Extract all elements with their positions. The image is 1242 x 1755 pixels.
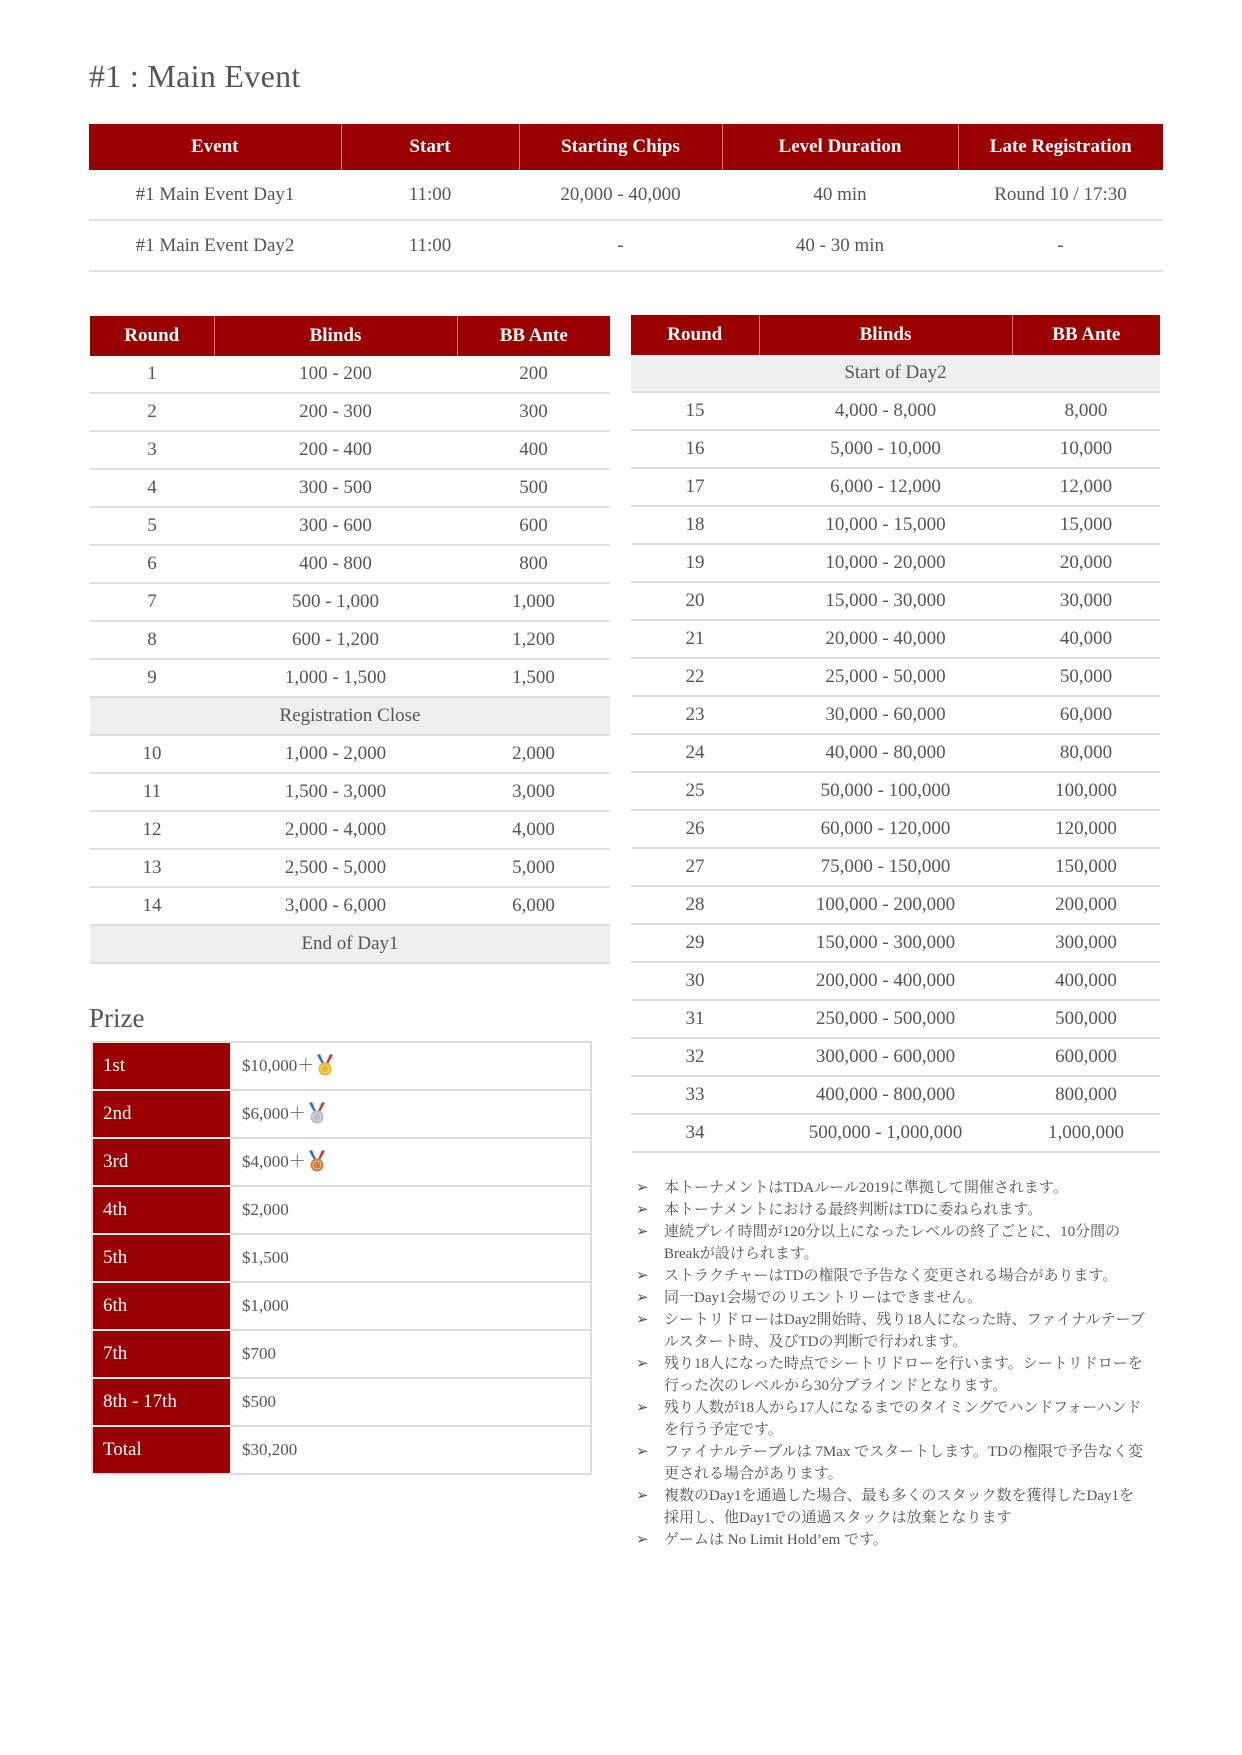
blind-cell: 15,000 - 30,000 xyxy=(759,582,1012,620)
blind-cell: 1,000 xyxy=(457,583,610,621)
blind-cell: 4 xyxy=(90,469,214,507)
prize-amount: $30,200 xyxy=(242,1440,298,1459)
blind-cell: 400,000 xyxy=(1012,962,1160,1000)
separator-row xyxy=(90,697,610,735)
blind-level-row xyxy=(90,735,610,773)
blind-cell: 12,000 xyxy=(1012,468,1160,506)
blind-cell: 1,000,000 xyxy=(1012,1114,1160,1152)
blind-cell: 300,000 xyxy=(1012,924,1160,962)
note-text: シートリドローはDay2開始時、残り18人になった時、ファイナルテーブルスタート時、及びTDの判断で行われます。 xyxy=(664,1312,1145,1350)
blinds-header-cell: BB Ante xyxy=(1012,315,1160,355)
event-cell: 11:00 xyxy=(341,220,519,271)
separator-row xyxy=(631,355,1160,392)
blind-level-row xyxy=(631,772,1160,810)
note-text: 複数のDay1を通過した場合、最も多くのスタック数を獲得したDay1を採用し、他Day1での通過スタックは放棄となります xyxy=(664,1488,1134,1526)
blind-cell: 20,000 xyxy=(1012,544,1160,582)
event-header-cell: Level Duration xyxy=(722,124,958,170)
event-header-cell: Starting Chips xyxy=(519,124,722,170)
prize-rank: 6th xyxy=(92,1282,230,1330)
prize-amount-cell xyxy=(230,1186,591,1234)
prize-amount-cell xyxy=(230,1282,591,1330)
blind-cell: 500,000 - 1,000,000 xyxy=(759,1114,1012,1152)
blind-cell: 1,500 - 3,000 xyxy=(214,773,457,811)
note-item xyxy=(636,1441,1146,1485)
blind-cell: 30,000 xyxy=(1012,582,1160,620)
blind-cell: 200 xyxy=(457,356,610,393)
blind-cell: 300 - 600 xyxy=(214,507,457,545)
note-item xyxy=(636,1265,1146,1287)
event-cell: - xyxy=(958,220,1163,271)
prize-rank: 4th xyxy=(92,1186,230,1234)
blind-cell: 300 xyxy=(457,393,610,431)
blind-cell: 5 xyxy=(90,507,214,545)
blind-cell: 1,200 xyxy=(457,621,610,659)
blind-cell: 29 xyxy=(631,924,759,962)
blind-cell: 120,000 xyxy=(1012,810,1160,848)
blind-cell: 50,000 xyxy=(1012,658,1160,696)
blind-level-row xyxy=(631,658,1160,696)
prize-amount: $4,000＋ xyxy=(242,1152,306,1172)
bullet-arrow-icon: ➢ xyxy=(636,1202,649,1218)
blind-cell: 34 xyxy=(631,1114,759,1152)
blind-cell: 600 - 1,200 xyxy=(214,621,457,659)
blind-level-row xyxy=(631,734,1160,772)
blind-cell: 5,000 xyxy=(457,849,610,887)
blind-cell: 33 xyxy=(631,1076,759,1114)
prize-row xyxy=(92,1378,591,1426)
blind-cell: 15,000 xyxy=(1012,506,1160,544)
event-header-cell: Start xyxy=(341,124,519,170)
blind-level-row xyxy=(631,506,1160,544)
prize-title: Prize xyxy=(89,1003,145,1033)
prize-amount-cell xyxy=(230,1426,591,1474)
blind-cell: 19 xyxy=(631,544,759,582)
blind-level-row xyxy=(90,393,610,431)
event-header-cell: Event xyxy=(89,124,341,170)
blind-cell: 27 xyxy=(631,848,759,886)
note-text: 本トーナメントにおける最終判断はTDに委ねられます。 xyxy=(664,1202,1043,1218)
blind-level-row xyxy=(90,583,610,621)
blind-cell: 250,000 - 500,000 xyxy=(759,1000,1012,1038)
blind-cell: 100,000 xyxy=(1012,772,1160,810)
event-cell: - xyxy=(519,220,722,271)
blind-cell: 2 xyxy=(90,393,214,431)
event-cell: #1 Main Event Day1 xyxy=(89,170,341,220)
event-cell: 20,000 - 40,000 xyxy=(519,170,722,220)
blind-level-row xyxy=(631,810,1160,848)
prize-table xyxy=(91,1041,592,1475)
blind-cell: 26 xyxy=(631,810,759,848)
prize-row xyxy=(92,1186,591,1234)
blind-cell: 22 xyxy=(631,658,759,696)
blind-cell: 40,000 - 80,000 xyxy=(759,734,1012,772)
blind-cell: 6,000 - 12,000 xyxy=(759,468,1012,506)
event-table xyxy=(89,124,1163,272)
blind-cell: 200 - 300 xyxy=(214,393,457,431)
blind-cell: 40,000 xyxy=(1012,620,1160,658)
blind-cell: 600,000 xyxy=(1012,1038,1160,1076)
blinds-header-cell: Round xyxy=(90,316,214,356)
blind-cell: 50,000 - 100,000 xyxy=(759,772,1012,810)
bullet-arrow-icon: ➢ xyxy=(636,1180,649,1196)
blind-cell: 10 xyxy=(90,735,214,773)
separator-label: Registration Close xyxy=(90,697,610,735)
event-row xyxy=(89,170,1163,220)
event-cell: 40 - 30 min xyxy=(722,220,958,271)
blind-level-row xyxy=(631,392,1160,430)
blind-level-row xyxy=(631,544,1160,582)
blind-cell: 6 xyxy=(90,545,214,583)
blind-cell: 60,000 - 120,000 xyxy=(759,810,1012,848)
blind-cell: 500,000 xyxy=(1012,1000,1160,1038)
event-row xyxy=(89,220,1163,271)
blind-level-row xyxy=(631,962,1160,1000)
blind-level-row xyxy=(631,1000,1160,1038)
prize-amount-cell xyxy=(230,1234,591,1282)
bullet-arrow-icon: ➢ xyxy=(636,1290,649,1306)
prize-amount: $10,000＋ xyxy=(242,1056,315,1076)
event-header-cell: Late Registration xyxy=(958,124,1163,170)
bullet-arrow-icon: ➢ xyxy=(636,1312,649,1328)
prize-rank: 1st xyxy=(92,1042,230,1090)
note-item xyxy=(636,1485,1146,1529)
bullet-arrow-icon: ➢ xyxy=(636,1444,649,1460)
note-text: 残り人数が18人から17人になるまでのタイミングでハンドフォーハンドを行う予定です。 xyxy=(664,1400,1142,1438)
prize-row xyxy=(92,1234,591,1282)
blind-cell: 500 - 1,000 xyxy=(214,583,457,621)
separator-label: Start of Day2 xyxy=(631,355,1160,392)
bullet-arrow-icon: ➢ xyxy=(636,1356,649,1372)
blind-cell: 31 xyxy=(631,1000,759,1038)
blind-cell: 2,000 xyxy=(457,735,610,773)
blind-level-row xyxy=(631,1114,1160,1152)
separator-label: End of Day1 xyxy=(90,925,610,963)
event-cell: Round 10 / 17:30 xyxy=(958,170,1163,220)
blind-cell: 2,000 - 4,000 xyxy=(214,811,457,849)
blind-cell: 8,000 xyxy=(1012,392,1160,430)
prize-amount-cell xyxy=(230,1330,591,1378)
blind-cell: 32 xyxy=(631,1038,759,1076)
prize-rank: 7th xyxy=(92,1330,230,1378)
bullet-arrow-icon: ➢ xyxy=(636,1488,649,1504)
blind-cell: 60,000 xyxy=(1012,696,1160,734)
blind-level-row xyxy=(90,773,610,811)
blind-cell: 200 - 400 xyxy=(214,431,457,469)
blind-cell: 23 xyxy=(631,696,759,734)
prize-row xyxy=(92,1426,591,1474)
blind-level-row xyxy=(631,696,1160,734)
blind-cell: 500 xyxy=(457,469,610,507)
note-text: 連続プレイ時間が120分以上になったレベルの終了ごとに、10分間のBreakが設けられます。 xyxy=(664,1224,1121,1262)
blind-level-row xyxy=(631,582,1160,620)
blind-cell: 7 xyxy=(90,583,214,621)
blind-level-row xyxy=(90,887,610,925)
blind-cell: 14 xyxy=(90,887,214,925)
blind-cell: 200,000 - 400,000 xyxy=(759,962,1012,1000)
gold-medal-icon xyxy=(316,1054,334,1081)
blind-level-row xyxy=(631,886,1160,924)
blind-cell: 10,000 - 15,000 xyxy=(759,506,1012,544)
blind-cell: 200,000 xyxy=(1012,886,1160,924)
blind-cell: 5,000 - 10,000 xyxy=(759,430,1012,468)
blind-level-row xyxy=(90,849,610,887)
day1-blinds-table xyxy=(90,316,610,964)
blind-cell: 18 xyxy=(631,506,759,544)
blind-cell: 800 xyxy=(457,545,610,583)
bullet-arrow-icon: ➢ xyxy=(636,1268,649,1284)
blind-level-row xyxy=(631,1038,1160,1076)
note-item xyxy=(636,1177,1146,1199)
blind-cell: 300,000 - 600,000 xyxy=(759,1038,1012,1076)
blind-cell: 1,000 - 1,500 xyxy=(214,659,457,697)
blind-cell: 6,000 xyxy=(457,887,610,925)
note-item xyxy=(636,1353,1146,1397)
blind-level-row xyxy=(631,848,1160,886)
blinds-header-cell: Blinds xyxy=(759,315,1012,355)
rules-notes xyxy=(636,1177,1146,1551)
blind-level-row xyxy=(631,620,1160,658)
blind-cell: 400,000 - 800,000 xyxy=(759,1076,1012,1114)
prize-amount: $1,500 xyxy=(242,1248,289,1267)
prize-amount: $500 xyxy=(242,1392,276,1411)
note-item xyxy=(636,1529,1146,1551)
blind-cell: 8 xyxy=(90,621,214,659)
bullet-arrow-icon: ➢ xyxy=(636,1532,649,1548)
event-cell: 11:00 xyxy=(341,170,519,220)
prize-amount-cell xyxy=(230,1378,591,1426)
blind-cell: 24 xyxy=(631,734,759,772)
blind-level-row xyxy=(90,356,610,393)
note-item xyxy=(636,1309,1146,1353)
blind-cell: 9 xyxy=(90,659,214,697)
blind-level-row xyxy=(90,431,610,469)
blind-level-row xyxy=(90,659,610,697)
blind-level-row xyxy=(90,621,610,659)
prize-rank: 3rd xyxy=(92,1138,230,1186)
blinds-header-cell: Round xyxy=(631,315,759,355)
blind-cell: 4,000 - 8,000 xyxy=(759,392,1012,430)
prize-rank: Total xyxy=(92,1426,230,1474)
blind-cell: 21 xyxy=(631,620,759,658)
blind-cell: 800,000 xyxy=(1012,1076,1160,1114)
day2-blinds-table xyxy=(631,315,1160,1153)
blind-cell: 4,000 xyxy=(457,811,610,849)
blind-level-row xyxy=(631,924,1160,962)
note-item xyxy=(636,1287,1146,1309)
blind-cell: 100 - 200 xyxy=(214,356,457,393)
note-text: 本トーナメントはTDAルール2019に準拠して開催されます。 xyxy=(664,1180,1068,1196)
prize-amount-cell xyxy=(230,1090,591,1138)
blind-cell: 20,000 - 40,000 xyxy=(759,620,1012,658)
note-text: 同一Day1会場でのリエントリーはできません。 xyxy=(664,1290,983,1306)
blind-cell: 12 xyxy=(90,811,214,849)
blind-cell: 30,000 - 60,000 xyxy=(759,696,1012,734)
blind-cell: 600 xyxy=(457,507,610,545)
bronze-medal-icon xyxy=(308,1150,326,1177)
blind-level-row xyxy=(90,507,610,545)
note-item xyxy=(636,1199,1146,1221)
blind-cell: 400 xyxy=(457,431,610,469)
blind-level-row xyxy=(90,545,610,583)
blind-cell: 16 xyxy=(631,430,759,468)
blind-cell: 13 xyxy=(90,849,214,887)
separator-row xyxy=(90,925,610,963)
prize-amount: $2,000 xyxy=(242,1200,289,1219)
prize-row xyxy=(92,1042,591,1090)
blind-cell: 3,000 xyxy=(457,773,610,811)
blind-level-row xyxy=(90,469,610,507)
blind-level-row xyxy=(90,811,610,849)
blind-cell: 10,000 xyxy=(1012,430,1160,468)
blind-cell: 30 xyxy=(631,962,759,1000)
prize-row xyxy=(92,1282,591,1330)
blinds-header-cell: Blinds xyxy=(214,316,457,356)
prize-row xyxy=(92,1090,591,1138)
event-cell: 40 min xyxy=(722,170,958,220)
blind-cell: 25,000 - 50,000 xyxy=(759,658,1012,696)
blind-cell: 1,000 - 2,000 xyxy=(214,735,457,773)
blind-cell: 80,000 xyxy=(1012,734,1160,772)
bullet-arrow-icon: ➢ xyxy=(636,1224,649,1240)
blind-cell: 25 xyxy=(631,772,759,810)
silver-medal-icon xyxy=(308,1102,326,1129)
blind-cell: 20 xyxy=(631,582,759,620)
blind-cell: 100,000 - 200,000 xyxy=(759,886,1012,924)
prize-amount-cell xyxy=(230,1138,591,1186)
prize-rank: 8th - 17th xyxy=(92,1378,230,1426)
prize-amount-cell xyxy=(230,1042,591,1090)
blind-cell: 150,000 - 300,000 xyxy=(759,924,1012,962)
blind-cell: 2,500 - 5,000 xyxy=(214,849,457,887)
note-text: 残り18人になった時点でシートリドローを行います。シートリドローを行った次のレベルから30分ブラインドとなります。 xyxy=(664,1356,1143,1394)
blind-cell: 3,000 - 6,000 xyxy=(214,887,457,925)
blind-cell: 150,000 xyxy=(1012,848,1160,886)
prize-amount: $1,000 xyxy=(242,1296,289,1315)
prize-amount: $700 xyxy=(242,1344,276,1363)
prize-row xyxy=(92,1330,591,1378)
blind-cell: 1,500 xyxy=(457,659,610,697)
bullet-arrow-icon: ➢ xyxy=(636,1400,649,1416)
blind-cell: 15 xyxy=(631,392,759,430)
prize-row xyxy=(92,1138,591,1186)
blind-cell: 75,000 - 150,000 xyxy=(759,848,1012,886)
note-item xyxy=(636,1397,1146,1441)
blind-level-row xyxy=(631,468,1160,506)
blind-cell: 300 - 500 xyxy=(214,469,457,507)
event-cell: #1 Main Event Day2 xyxy=(89,220,341,271)
blinds-header-cell: BB Ante xyxy=(457,316,610,356)
blind-cell: 10,000 - 20,000 xyxy=(759,544,1012,582)
note-item xyxy=(636,1221,1146,1265)
prize-rank: 2nd xyxy=(92,1090,230,1138)
blind-cell: 3 xyxy=(90,431,214,469)
blind-level-row xyxy=(631,430,1160,468)
prize-amount: $6,000＋ xyxy=(242,1104,306,1124)
page-title: #1 : Main Event xyxy=(89,58,301,94)
blind-cell: 28 xyxy=(631,886,759,924)
blind-cell: 1 xyxy=(90,356,214,393)
blind-cell: 11 xyxy=(90,773,214,811)
blind-level-row xyxy=(631,1076,1160,1114)
note-text: ストラクチャーはTDの権限で予告なく変更される場合があります。 xyxy=(664,1268,1118,1284)
note-text: ゲームは No Limit Hold’em です。 xyxy=(664,1532,888,1548)
blind-cell: 17 xyxy=(631,468,759,506)
blind-cell: 400 - 800 xyxy=(214,545,457,583)
note-text: ファイナルテーブルは 7Max でスタートします。TDの権限で予告なく変更される場合があります。 xyxy=(664,1444,1143,1482)
prize-rank: 5th xyxy=(92,1234,230,1282)
